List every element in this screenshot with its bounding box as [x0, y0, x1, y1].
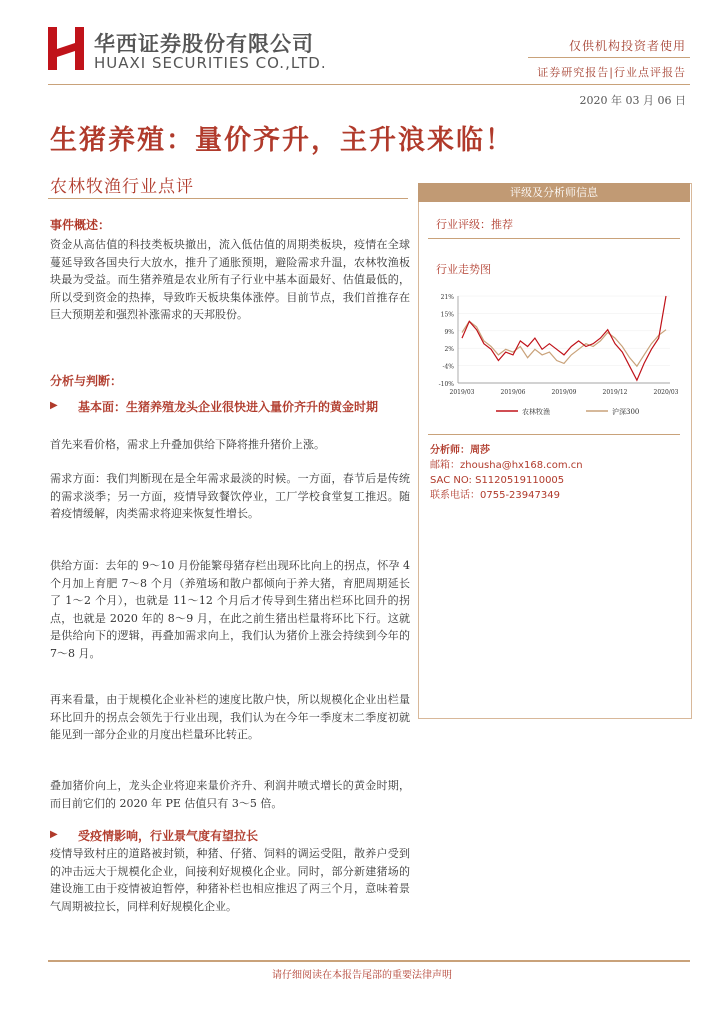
series-line [462, 321, 666, 366]
phone-row [430, 488, 583, 503]
report-title: 生猪养殖：量价齐升，主升浪来临！ [50, 125, 514, 156]
x-tick-label: 2019/06 [500, 389, 526, 396]
report-type: 证券研究报告|行业点评报告 [537, 66, 686, 79]
analysis-heading: 分析与判断： [50, 374, 123, 388]
legal-notice: 请仔细阅读在本报告尾部的重要法律声明 [272, 970, 452, 981]
x-tick-label: 2019/09 [551, 389, 577, 396]
paragraph-outlook: 叠加猪价向上，龙头企业将迎来量价齐升、利润井喷式增长的黄金时期，而目前它们的 2020 年 PE 估值只有 3～5 倍。 [50, 779, 410, 810]
x-tick-label: 2019/12 [602, 389, 628, 396]
phone-label: 联系电话： [430, 490, 480, 501]
analyst-label: 分析师： [430, 445, 470, 456]
sac-label: SAC NO: [430, 475, 476, 486]
audience-note: 仅供机构投资者使用 [568, 39, 686, 53]
y-tick-label: 2% [444, 346, 454, 354]
rating-row [436, 216, 513, 232]
email-label: 邮箱： [430, 460, 460, 471]
sac-number: S1120519110005 [475, 475, 565, 486]
y-tick-label: 9% [444, 328, 454, 336]
event-text: 资金从高估值的科技类板块撤出，流入低估值的周期类板块，疫情在全球蔓延导致各国央行大放水，推升了通胀预期，避险需求升温，农林牧渔板块最为受益。而生猪养殖是农业所有子行业中基本面最好、估值最低的，所以受到资金的热捧，导致昨天板块集体涨停。目前节点，我们首推存在巨大预期差和强烈补涨需求的天邦股份。 [50, 238, 410, 321]
paragraph-demand: 需求方面：我们判断现在是全年需求最淡的时候。一方面，春节后是传统的需求淡季；另一方面，疫情导致餐饮停业，工厂学校食堂复工推迟。随着疫情缓解，肉类需求将迎来恢复性增长。 [50, 472, 410, 520]
box-title: 评级及分析师信息 [418, 183, 690, 202]
paragraph-supply: 供给方面：去年的 9～10 月份能繁母猪存栏出现环比向上的拐点，怀孕 4 个月加上育肥 7～8 个月（养殖场和散户都倾向于养大猪，育肥周期延长了 1～2 个月），也就是 11～12 个月后才传导到生猪出栏环比回升的拐点，也就是 2020 年的 8～9 月，在此之前生猪出栏量将环比下行。这就是供给向下的逻辑，再叠加需求向上，我们认为猪价上涨会持续到今年的 7～8 月。 [50, 559, 410, 660]
bullet-epidemic: 受疫情影响，行业景气度有望拉长 [78, 829, 259, 843]
chart-divider [428, 434, 680, 435]
bullet-arrow-icon: ▶ [50, 400, 58, 411]
analyst-info [430, 443, 583, 503]
bullet-arrow-icon: ▶ [50, 829, 58, 840]
analyst-row [430, 443, 583, 458]
rating-value: 推荐 [491, 218, 513, 231]
company-name-en: HUAXI SECURITIES CO.,LTD. [94, 54, 327, 72]
report-date: 2020 年 03 月 06 日 [579, 94, 686, 107]
industry-trend-chart [428, 282, 678, 427]
y-tick-label: 15% [440, 311, 454, 319]
header-divider-top [528, 57, 690, 58]
rating-label: 行业评级： [436, 218, 491, 231]
trend-label: 行业走势图 [436, 263, 491, 276]
legend-label: 农林牧渔 [522, 408, 550, 416]
y-tick-label: 21% [440, 294, 454, 301]
series-line [462, 296, 666, 380]
paragraph-epidemic: 疫情导致村庄的道路被封锁，种猪、仔猪、饲料的调运受阻，散养户受到的冲击远大于规模化企业，间接利好规模化企业。同时，部分新建猪场的建设施工由于疫情被迫暂停，种猪补栏也相应推迟了两三个月，意味着景气周期被拉长，同样利好规模化企业。 [50, 847, 410, 913]
y-tick-label: -4% [442, 363, 454, 371]
header-divider [48, 84, 690, 85]
y-tick-label: -10% [438, 381, 454, 388]
legend-label: 沪深300 [612, 408, 640, 416]
subtitle-divider [48, 198, 408, 199]
company-name-cn: 华西证券股份有限公司 [94, 32, 314, 56]
footer-divider [48, 960, 690, 962]
company-logo [48, 27, 84, 70]
bullet-fundamentals: 基本面：生猪养殖龙头企业很快进入量价齐升的黄金时期 [78, 400, 379, 414]
paragraph-price: 首先来看价格，需求上升叠加供给下降将推升猪价上涨。 [50, 438, 325, 451]
report-subtitle: 农林牧渔行业点评 [50, 177, 194, 197]
x-tick-label: 2020/03 [653, 389, 678, 396]
sac-row [430, 473, 583, 488]
paragraph-volume: 再来看量，由于规模化企业补栏的速度比散户快，所以规模化企业出栏量环比回升的拐点会领先于行业出现，我们认为在今年一季度末二季度初就能见到一部分企业的月度出栏量环比转正。 [50, 693, 410, 741]
x-tick-label: 2019/03 [449, 389, 475, 396]
rating-divider [428, 238, 680, 239]
analyst-name: 周莎 [470, 445, 490, 456]
analyst-email[interactable]: zhousha@hx168.com.cn [460, 460, 583, 471]
analyst-phone: 0755-23947349 [480, 490, 560, 501]
event-heading: 事件概述： [50, 218, 111, 232]
email-row [430, 458, 583, 473]
